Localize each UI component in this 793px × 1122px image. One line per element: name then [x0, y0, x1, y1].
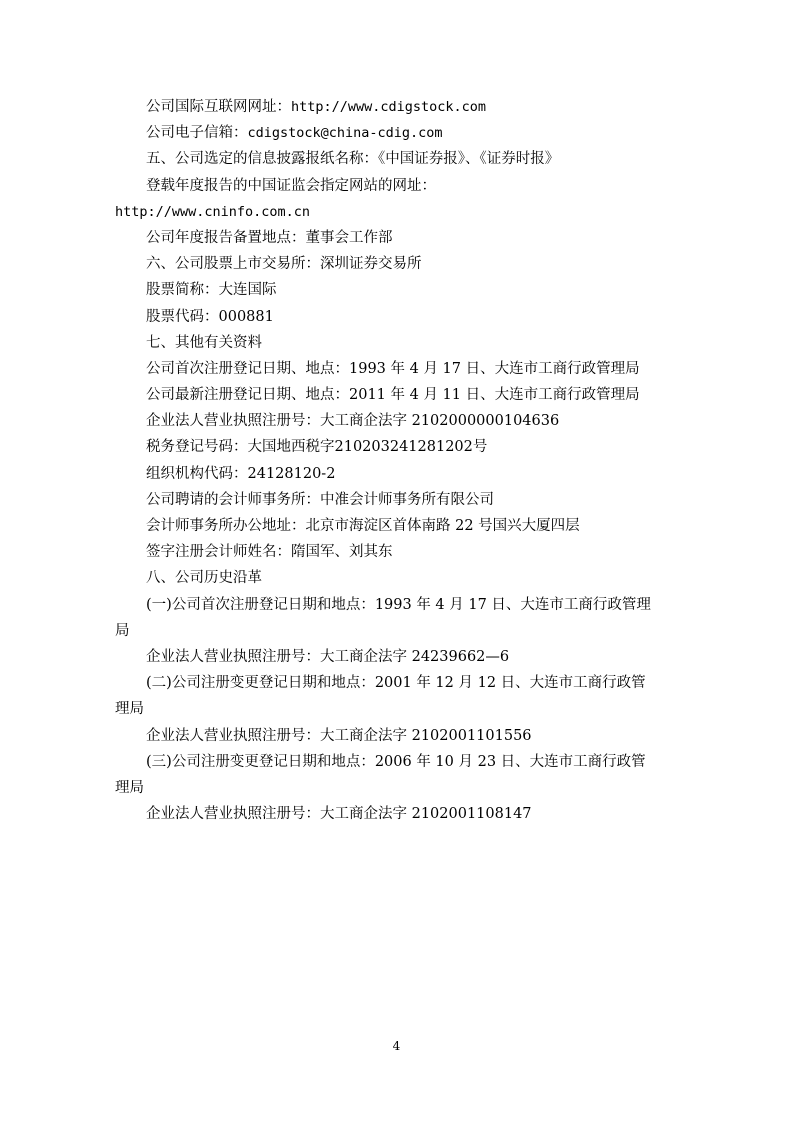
- designated-website-url: http://www.cninfo.com.cn: [115, 203, 311, 220]
- designated-website-label: 登载年度报告的中国证监会指定网站的网址：: [146, 177, 436, 194]
- history-item-1: (一)公司首次注册登记日期和地点：1993 年 4 月 17 日、大连市工商行政管理: [146, 596, 651, 613]
- accountants-names-line: 签字注册会计师姓名：隋国军、刘其东: [146, 544, 393, 561]
- report-location-line: 公司年度报告备置地点：董事会工作部: [146, 229, 393, 246]
- stock-code-line: 股票代码：000881: [146, 308, 274, 325]
- history-item-3: (三)公司注册变更登记日期和地点：2006 年 10 月 23 日、大连市工商行政管: [146, 753, 646, 770]
- stock-name-line: 股票简称：大连国际: [146, 282, 277, 299]
- first-registration-line: 公司首次注册登记日期、地点：1993 年 4 月 17 日、大连市工商行政管理局: [146, 360, 640, 377]
- designated-website-url-line: [115, 199, 683, 225]
- email-address: cdigstock@china-cdig.com: [247, 125, 443, 142]
- history-item-3-license: 企业法人营业执照注册号：大工商企法字 2102001108147: [146, 806, 532, 823]
- section-5-newspapers: 五、公司选定的信息披露报纸名称：《中国证券报》、《证券时报》: [146, 151, 560, 168]
- email-line: [115, 120, 683, 146]
- accounting-firm-address-line: 会计师事务所办公地址：北京市海淀区首体南路 22 号国兴大厦四层: [146, 518, 580, 534]
- business-license-line: 企业法人营业执照注册号：大工商企法字 2102000000104636: [146, 413, 560, 430]
- section-6-exchange: 六、公司股票上市交易所：深圳证券交易所: [146, 256, 422, 273]
- history-item-2: (二)公司注册变更登记日期和地点：2001 年 12 月 12 日、大连市工商行政管: [146, 675, 646, 692]
- email-label: 公司电子信箱：: [146, 125, 248, 142]
- accounting-firm-line: 公司聘请的会计师事务所：中准会计师事务所有限公司: [146, 491, 494, 508]
- document-body: [115, 94, 683, 827]
- latest-registration-line: 公司最新注册登记日期、地点：2011 年 4 月 11 日、大连市工商行政管理局: [146, 387, 640, 404]
- website-label: 公司国际互联网网址：: [146, 99, 291, 115]
- page-number: 4: [392, 1039, 401, 1053]
- section-7-heading: 七、其他有关资料: [146, 334, 262, 351]
- history-item-1-license: 企业法人营业执照注册号：大工商企法字 24239662—6: [146, 648, 510, 665]
- history-item-2-continued: 理局: [115, 701, 144, 718]
- section-8-heading: 八、公司历史沿革: [146, 570, 262, 587]
- history-item-3-continued: 理局: [115, 779, 144, 796]
- history-item-1-continued: 局: [115, 622, 130, 639]
- history-item-2-license: 企业法人营业执照注册号：大工商企法字 2102001101556: [146, 727, 532, 744]
- tax-registration-line: 税务登记号码：大国地西税字210203241281202号: [146, 439, 488, 456]
- organization-code-line: 组织机构代码：24128120-2: [146, 465, 336, 482]
- website-url: http://www.cdigstock.com: [291, 99, 487, 115]
- website-line: [115, 94, 683, 120]
